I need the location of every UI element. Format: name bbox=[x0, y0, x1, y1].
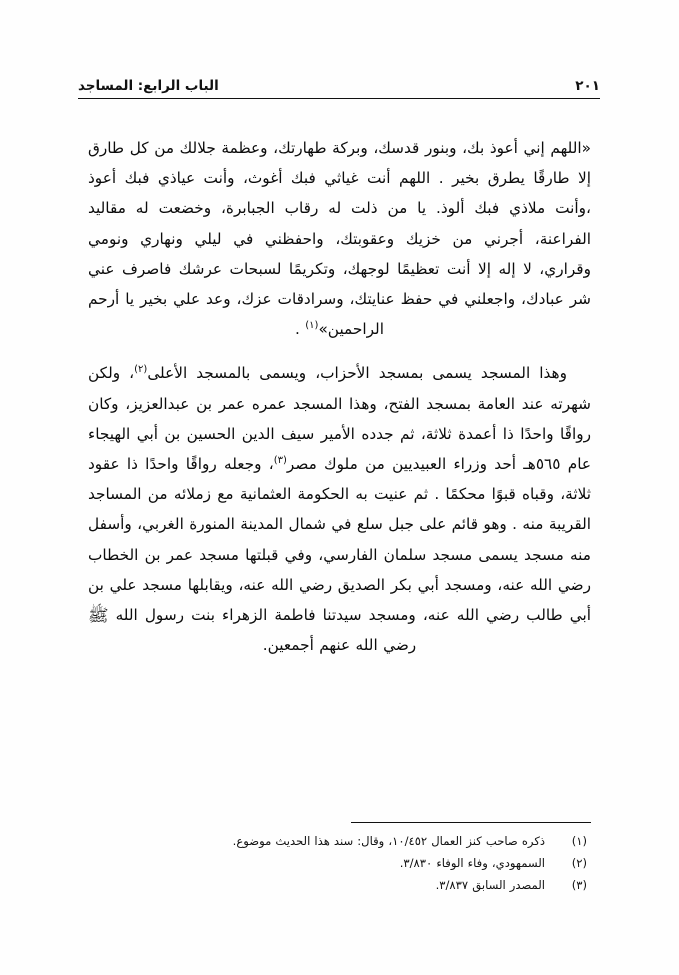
footnote-reference-1[interactable]: (١) bbox=[305, 320, 319, 332]
dua-quote-tail: . bbox=[295, 320, 306, 339]
footnote-marker: (١) bbox=[571, 834, 587, 848]
header-divider bbox=[78, 98, 600, 99]
footnote-text: ذكره صاحب كنز العمال ١٠/٤٥٢، وقال: سند هذا الحديث موضوع. bbox=[232, 834, 545, 848]
page-number: ٢٠١ bbox=[575, 78, 600, 94]
footnote-text: السمهودي، وفاء الوفاء ٣/٨٣٠. bbox=[399, 856, 545, 870]
header-row bbox=[78, 68, 600, 94]
footnote-marker: (٣) bbox=[571, 878, 587, 892]
page-body bbox=[88, 133, 591, 660]
footnote-reference-3[interactable]: (٣) bbox=[273, 454, 287, 466]
footnote-marker: (٢) bbox=[571, 856, 587, 870]
footnotes-section bbox=[88, 822, 591, 897]
footnote-item bbox=[88, 875, 591, 896]
footnote-item bbox=[88, 853, 591, 874]
mosque-text-part-4: رضي الله عنهم أجمعين. bbox=[262, 636, 417, 655]
footnote-text: المصدر السابق ٣/٨٣٧. bbox=[435, 878, 545, 892]
mosque-text-part-1: وهذا المسجد يسمى بمسجد الأحزاب، ويسمى بالمسجد الأعلى bbox=[147, 364, 567, 383]
footnote-item bbox=[88, 831, 591, 852]
footnote-divider bbox=[351, 822, 591, 823]
peace-be-upon-him-icon: ﷺ bbox=[88, 606, 109, 627]
mosque-text-part-3: ، وجعله رواقًا واحدًا ذا عقود ثلاثة، وقباه قبوًا محكمًا . ثم عنيت به الحكومة العثمانية مع زملائه من المساجد القريبة منه . وهو قائم على جبل سلع في شمال المدينة المنورة الغربي، وأسفل منه مسجد يسمى مسجد سلمان الفارسي، وفي قبلتها مسجد عمر بن الخطاب رضي الله عنه، ومسجد أبي بكر الصديق رضي الله عنه، ويقابلها مسجد علي بن أبي طالب رضي الله عنه، ومسجد سيدتنا فاطمة الزهراء بنت رسول الله bbox=[88, 455, 591, 625]
paragraph-dua-quote bbox=[88, 133, 591, 344]
paragraph-mosque-description bbox=[88, 358, 591, 660]
mosque-text-part-2: ، ولكن شهرته عند العامة بمسجد الفتح، وهذا المسجد عمره عمر بن عبدالعزيز، وكان رواقًا واحدًا ذا أعمدة ثلاثة، ثم جدده الأمير سيف الدين الحسين بن أبي الهيجاء عام ٥٦٥هـ أحد وزراء العبيديين من ملوك مصر bbox=[88, 364, 592, 474]
footnote-reference-2[interactable]: (٢) bbox=[134, 364, 148, 376]
page-header bbox=[78, 68, 600, 100]
dua-quote-text: «اللهم إني أعوذ بك، وبنور قدسك، وبركة طهارتك، وعظمة جلالك من كل طارق إلا طارقًا يطرق بخير . اللهم أنت غياثي فبك أغوث، وأنت عياذي فبك أعوذ ،وأنت ملاذي فبك ألوذ. يا من ذلت له رقاب الجبابرة، وخضعت له مقاليد الفراعنة، أجرني من خزيك وعقوبتك، واحفظني في ليلي ونهاري ونومي وقراري، لا إله إلا أنت تعظيمًا لوجهك، وتكريمًا لسبحات عرشك فاصرف عني شر عبادك، واجعلني في حفظ عنايتك، وسرادقات عزك، وعد علي بخير يا أرحم الراحمين» bbox=[88, 139, 591, 339]
chapter-title: الباب الرابع: المساجد bbox=[78, 78, 219, 94]
